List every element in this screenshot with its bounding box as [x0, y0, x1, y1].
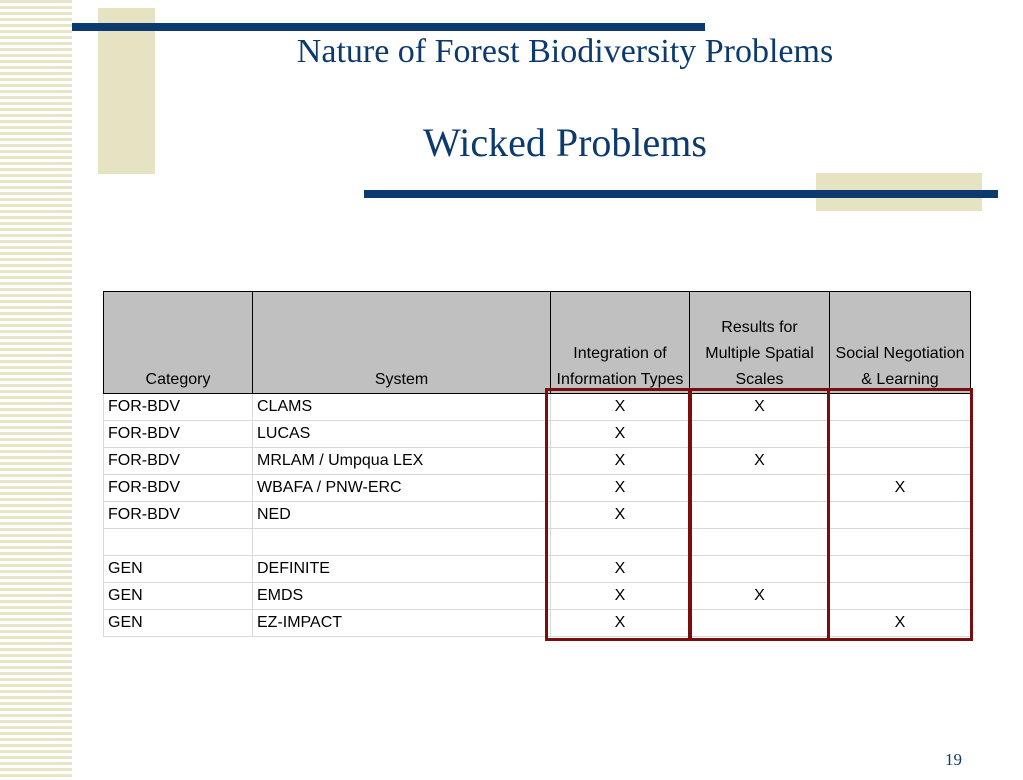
cell-results: X	[690, 394, 830, 421]
cell-system: NED	[253, 502, 551, 529]
cell-category: FOR-BDV	[104, 502, 253, 529]
cell-category: GEN	[104, 556, 253, 583]
cell-system: CLAMS	[253, 394, 551, 421]
header-social: Social Negotiation & Learning	[830, 292, 971, 394]
cell-system: EZ-IMPACT	[253, 610, 551, 637]
cell-results	[690, 529, 830, 556]
slide-title: Nature of Forest Biodiversity Problems	[296, 33, 834, 70]
table-row	[104, 502, 971, 529]
decor-bar-bottom	[364, 190, 998, 198]
cell-results: X	[690, 583, 830, 610]
cell-integration: X	[551, 583, 690, 610]
cell-system: EMDS	[253, 583, 551, 610]
header-category: Category	[104, 292, 253, 394]
cell-category	[104, 529, 253, 556]
table-row	[104, 394, 971, 421]
cell-system: WBAFA / PNW-ERC	[253, 475, 551, 502]
table-header-row	[104, 292, 971, 394]
table-row	[104, 583, 971, 610]
cell-system	[253, 529, 551, 556]
table-row	[104, 556, 971, 583]
cell-integration: X	[551, 394, 690, 421]
cell-integration: X	[551, 448, 690, 475]
header-results: Results for Multiple Spatial Scales	[690, 292, 830, 394]
cell-social	[830, 583, 971, 610]
table-row	[104, 529, 971, 556]
table-row	[104, 448, 971, 475]
cell-integration: X	[551, 610, 690, 637]
cell-results: X	[690, 448, 830, 475]
cell-category: FOR-BDV	[104, 421, 253, 448]
cell-results	[690, 556, 830, 583]
cell-social	[830, 394, 971, 421]
cell-social	[830, 421, 971, 448]
cell-social: X	[830, 475, 971, 502]
cell-category: GEN	[104, 583, 253, 610]
cell-system: LUCAS	[253, 421, 551, 448]
cell-results	[690, 610, 830, 637]
cell-system: MRLAM / Umpqua LEX	[253, 448, 551, 475]
cell-social	[830, 556, 971, 583]
cell-category: FOR-BDV	[104, 394, 253, 421]
cell-category: FOR-BDV	[104, 475, 253, 502]
table-row	[104, 475, 971, 502]
cell-category: GEN	[104, 610, 253, 637]
cell-social	[830, 529, 971, 556]
cell-integration	[551, 529, 690, 556]
slide-subtitle: Wicked Problems	[423, 120, 707, 165]
cell-results	[690, 421, 830, 448]
header-system: System	[253, 292, 551, 394]
cell-category: FOR-BDV	[104, 448, 253, 475]
decor-tan-block-top	[98, 8, 155, 174]
systems-table	[103, 291, 971, 637]
cell-integration: X	[551, 421, 690, 448]
cell-integration: X	[551, 475, 690, 502]
cell-integration: X	[551, 502, 690, 529]
cell-social	[830, 448, 971, 475]
cell-social: X	[830, 610, 971, 637]
cell-results	[690, 502, 830, 529]
cell-results	[690, 475, 830, 502]
cell-system: DEFINITE	[253, 556, 551, 583]
left-striped-border	[0, 0, 72, 780]
cell-integration: X	[551, 556, 690, 583]
table-row	[104, 421, 971, 448]
cell-social	[830, 502, 971, 529]
header-integration: Integration of Information Types	[551, 292, 690, 394]
page-number: 19	[945, 750, 962, 769]
table-row	[104, 610, 971, 637]
